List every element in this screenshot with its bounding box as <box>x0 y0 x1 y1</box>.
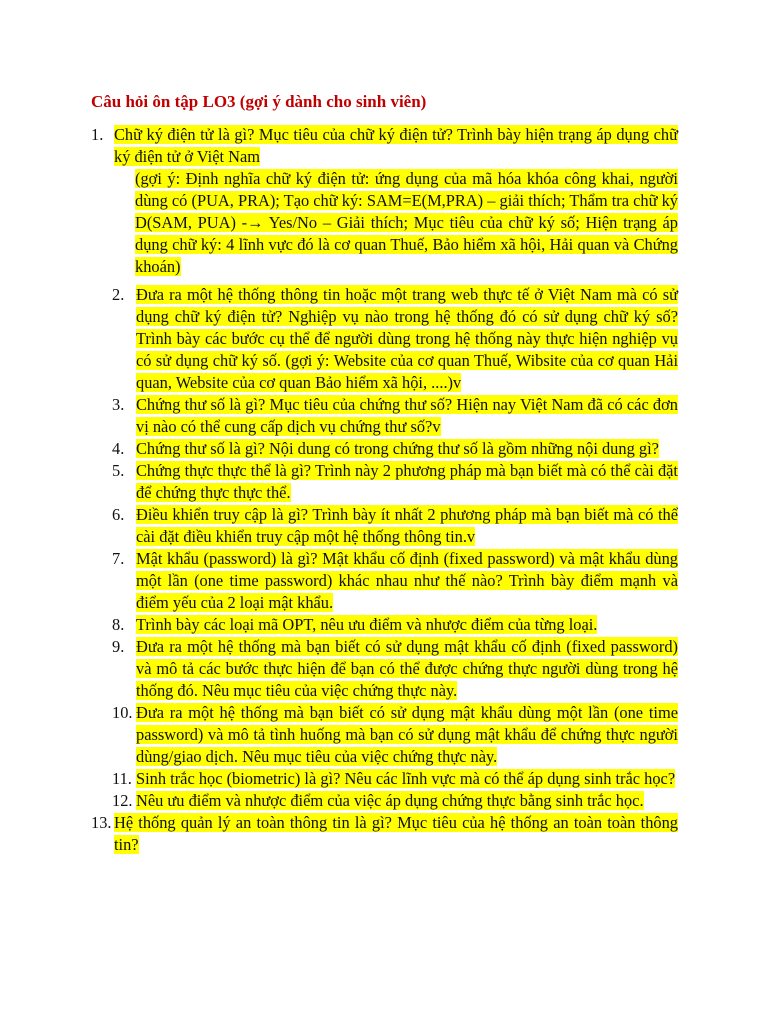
question-item <box>112 702 678 768</box>
question-number: 7. <box>112 549 125 568</box>
page-title: Câu hỏi ôn tập LO3 (gợi ý dành cho sinh viên) <box>91 92 427 111</box>
question-text: Trình bày các loại mã OPT, nêu ưu điểm và nhược điểm của từng loại. <box>136 615 598 634</box>
question-text: Sinh trắc học (biometric) là gì? Nêu các lĩnh vực mà có thể áp dụng sinh trắc học? <box>136 769 676 788</box>
question-text: Đưa ra một hệ thống mà bạn biết có sử dụng mật khẩu cố định (fixed password) và mô tả các bước thực hiện để bạn có thể được chứng thực người dùng trong hệ thống đó. Nêu mục tiêu của việc chứng thực này. <box>136 637 678 700</box>
question-number: 12. <box>112 791 133 810</box>
question-number: 4. <box>112 439 125 458</box>
question-text: Đưa ra một hệ thống thông tin hoặc một trang web thực tế ở Việt Nam mà có sử dụng chữ ký điện tử? Nghiệp vụ nào trong hệ thống đó có sử dụng chữ ký số? Trình bày các bước cụ thể để người dùng trong hệ thống này thực hiện nghiệp vụ có sử dụng chữ ký số. (gợi ý: Website của cơ quan Thuế, Wibsite của cơ quan Hải quan, Website của cơ quan Bảo hiểm xã hội, ....)v <box>136 285 678 392</box>
question-item <box>112 394 678 438</box>
question-item <box>112 504 678 548</box>
question-item <box>112 548 678 614</box>
question-text: Chứng thư số là gì? Mục tiêu của chứng thư số? Hiện nay Việt Nam đã có các đơn vị nào có thể cung cấp dịch vụ chứng thư số?v <box>136 395 678 436</box>
question-text: Chứng thực thực thể là gì? Trình này 2 phương pháp mà bạn biết mà có thể cài đặt để chứng thực thực thể. <box>136 461 678 502</box>
question-item <box>112 790 678 812</box>
question-item <box>91 812 678 856</box>
question-text: Chứng thư số là gì? Nội dung có trong chứng thư số là gồm những nội dung gì? <box>136 439 659 458</box>
question-text: Chữ ký điện tử là gì? Mục tiêu của chữ ký điện tử? Trình bày hiện trạng áp dụng chữ ký điện tử ở Việt Nam <box>114 125 678 166</box>
question-number: 8. <box>112 615 125 634</box>
question-number: 2. <box>112 285 125 304</box>
question-text: Điều khiển truy cập là gì? Trình bày ít nhất 2 phương pháp mà bạn biết mà có thể cài đặt điều khiển truy cập một hệ thống thông tin.v <box>136 505 678 546</box>
question-number: 1. <box>91 125 104 144</box>
question-number: 6. <box>112 505 125 524</box>
question-item <box>112 636 678 702</box>
question-item <box>112 438 678 460</box>
question-number: 9. <box>112 637 125 656</box>
question-hint: (gợi ý: Định nghĩa chữ ký điện tử: ứng dụng của mã hóa khóa công khai, người dùng có (PUA, PRA); Tạo chữ ký: SAM=E(M,PRA) – giải thích; Thẩm tra chữ ký D(SAM, PUA) -→ Yes/No – Giải thích; Mục tiêu của chữ ký số; Hiện trạng áp dụng chữ ký: 4 lĩnh vực đó là cơ quan Thuế, Bảo hiểm xã hội, Hải quan và Chứng khoán) <box>135 169 678 276</box>
question-item <box>112 460 678 504</box>
question-number: 5. <box>112 461 125 480</box>
question-text: Nêu ưu điểm và nhược điểm của việc áp dụng chứng thực bằng sinh trắc học. <box>136 791 644 810</box>
question-text: Đưa ra một hệ thống mà bạn biết có sử dụng mật khẩu dùng một lần (one time password) và mô tả tình huống mà bạn có sử dụng mật khẩu để chứng thực người dùng/giao dịch. Nêu mục tiêu của việc chứng thực này. <box>136 703 678 766</box>
question-item <box>112 284 678 394</box>
question-item <box>112 768 678 790</box>
question-number: 3. <box>112 395 125 414</box>
question-number: 10. <box>112 703 133 722</box>
question-number: 13. <box>91 813 112 832</box>
question-text: Mật khẩu (password) là gì? Mật khẩu cố định (fixed password) và mật khẩu dùng một lần (one time password) khác nhau như thế nào? Trình bày điểm mạnh và điểm yếu của 2 loại mật khẩu. <box>136 549 678 612</box>
question-item <box>112 614 678 636</box>
question-number: 11. <box>112 769 132 788</box>
question-item <box>91 124 678 278</box>
question-text: Hệ thống quản lý an toàn thông tin là gì? Mục tiêu của hệ thống an toàn toàn thông tin? <box>114 813 678 854</box>
